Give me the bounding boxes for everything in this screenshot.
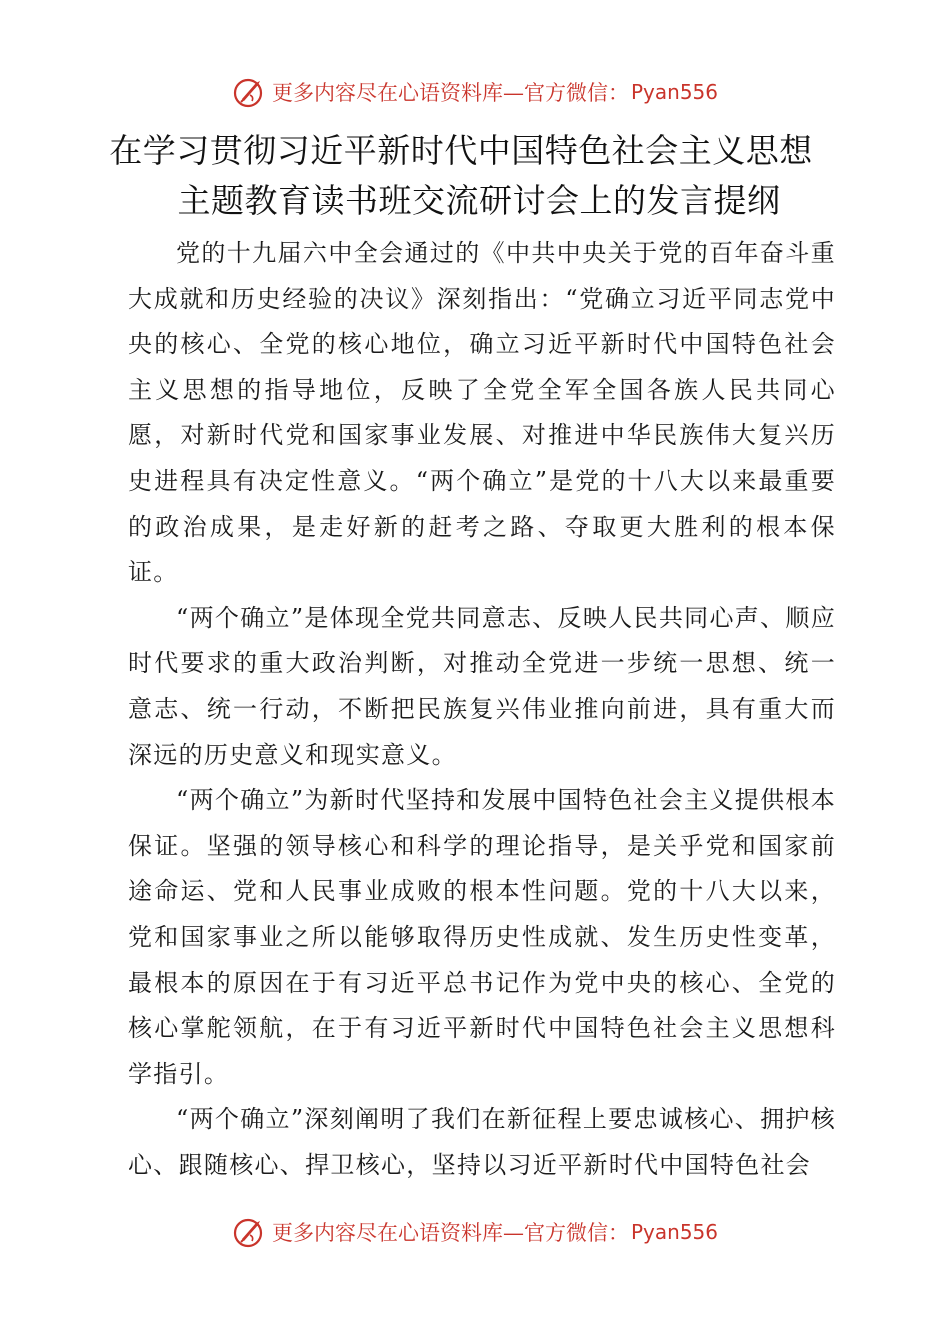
paragraph-2: “两个确立”是体现全党共同意志、反映人民共同心声、顺应时代要求的重大政治判断，对推动全党进一步统一思想、统一意志、统一行动，不断把民族复兴伟业推向前进，具有重大而深远的历史意义和现实意义。 [128,603,836,769]
document-title-line-2: 主题教育读书班交流研讨会上的发言提纲 [177,181,781,220]
quill-pen-logo-icon [232,1215,266,1249]
header-watermark-banner [0,72,950,112]
banner-text: 更多内容尽在心语资料库—官方微信： [271,81,629,105]
document-title-line-1: 在学习贯彻习近平新时代中国特色社会主义思想 [109,131,813,170]
paragraph-1: 党的十九届六中全会通过的《中共中央关于党的百年奋斗重大成就和历史经验的决议》深刻指出：“党确立习近平同志党中央的核心、全党的核心地位，确立习近平新时代中国特色社会主义思想的指导地位，反映了全党全军全国各族人民共同心愿，对新时代党和国家事业发展、对推进中华民族伟大复兴历史进程具有决定性意义。“两个确立”是党的十八大以来最重要的政治成果，是走好新的赶考之路、夺取更大胜利的根本保证。 [128,239,836,587]
paragraph-4: “两个确立”深刻阐明了我们在新征程上要忠诚核心、拥护核心、跟随核心、捍卫核心，坚持以习近平新时代中国特色社会 [128,1105,836,1179]
banner-text: 更多内容尽在心语资料库—官方微信： [271,1221,629,1245]
paragraph-3: “两个确立”为新时代坚持和发展中国特色社会主义提供根本保证。坚强的领导核心和科学的理论指导，是关乎党和国家前途命运、党和人民事业成败的根本性问题。党的十八大以来，党和国家事业之所以能够取得历史性成就、发生历史性变革，最根本的原因在于有习近平总书记作为党中央的核心、全党的核心掌舵领航，在于有习近平新时代中国特色社会主义思想科学指引。 [128,786,836,1088]
quill-pen-logo-icon [232,75,266,109]
footer-watermark-banner [0,1212,950,1252]
wechat-id: Pyan556 [630,1220,718,1244]
wechat-id: Pyan556 [630,80,718,104]
document-body [128,231,836,1188]
